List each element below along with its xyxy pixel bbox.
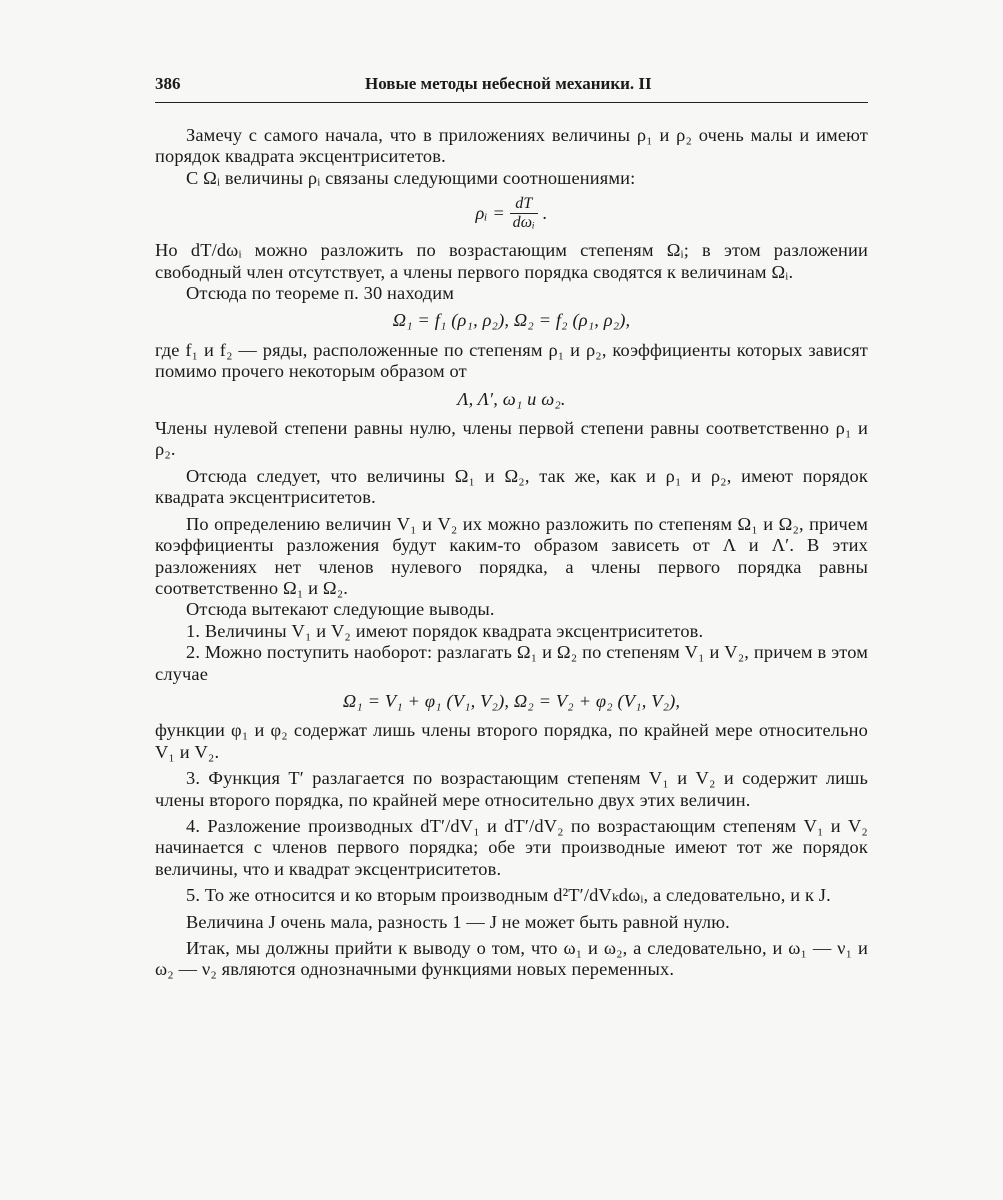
list-item: 5. То же относится и ко вторым производным d²T′/dVₖdωᵢ, а следовательно, и к J. [186,885,831,906]
fraction-numerator: dT [510,195,538,214]
fraction [510,195,538,232]
paragraph: Отсюда вытекают следующие выводы. [186,599,495,620]
book-page [155,74,868,981]
formula-tail: . [542,203,548,224]
paragraph: Но dT/dωᵢ можно разложить по возрастающим степеням Ωᵢ; в этом разложении свободный член отсутствует, а члены первого порядка сводятся к величинам Ωᵢ. [155,240,868,282]
list-item: 1. Величины V₁ и V₂ имеют порядок квадрата эксцентриситетов. [186,620,704,641]
running-header [155,74,868,103]
paragraph: По определению величин V₁ и V₂ их можно разложить по степеням Ω₁ и Ω₂, причем коэффициенты разложения будут каким-то образом зависеть от Λ и Λ′. В этих разложениях нет членов нулевого порядка, а члены первого порядка равны соответственно Ω₁ и Ω₂. [155,513,868,598]
formula-rho [155,195,868,232]
list-item: 3. Функция T′ разлагается по возрастающим степеням V₁ и V₂ и содержит лишь члены второго порядка, по крайней мере относительно двух этих величин. [155,768,868,810]
list-item: 4. Разложение производных dT′/dV₁ и dT′/dV₂ по возрастающим степеням V₁ и V₂ начинается с членов первого порядка; обе эти производные имеют тот же порядок величины, что и квадрат эксцентриситетов. [155,815,868,879]
page-number: 386 [155,74,181,93]
fraction-denominator: dωᵢ [512,214,535,232]
formula-lhs: ρᵢ = [475,203,505,224]
page-body [155,125,868,981]
paragraph: Члены нулевой степени равны нулю, члены первой степени равны соответственно ρ₁ и ρ₂. [155,418,868,460]
paragraph: Итак, мы должны прийти к выводу о том, что ω₁ и ω₂, а следовательно, и ω₁ — ν₁ и ω₂ — ν₂ являются однозначными функциями новых переменных. [155,938,868,980]
paragraph: С Ωᵢ величины ρᵢ связаны следующими соотношениями: [186,167,636,188]
formula-omega-f: Ω₁ = f₁ (ρ₁, ρ₂), Ω₂ = f₂ (ρ₁, ρ₂), [392,310,631,331]
paragraph: где f₁ и f₂ — ряды, расположенные по степеням ρ₁ и ρ₂, коэффициенты которых зависят помимо прочего некоторым образом от [155,339,868,382]
paragraph: Отсюда следует, что величины Ω₁ и Ω₂, так же, как и ρ₁ и ρ₂, имеют порядок квадрата эксцентриситетов. [155,465,868,508]
list-item: 2. Можно поступить наоборот: разлагать Ω₁ и Ω₂ по степеням V₁ и V₂, причем в этом случае [155,642,868,684]
paragraph: Отсюда по теореме п. 30 находим [186,283,455,304]
paragraph: Величина J очень мала, разность 1 — J не может быть равной нулю. [186,911,730,932]
paragraph: Замечу с самого начала, что в приложениях величины ρ₁ и ρ₂ очень малы и имеют порядок квадрата эксцентриситетов. [155,125,868,167]
formula-omega-v: Ω₁ = V₁ + φ₁ (V₁, V₂), Ω₂ = V₂ + φ₂ (V₁, V₂), [342,690,681,711]
paragraph: функции φ₁ и φ₂ содержат лишь члены второго порядка, по крайней мере относительно V₁ и V₂. [155,720,868,762]
formula-lambda: Λ, Λ′, ω₁ и ω₂. [457,388,566,409]
running-title: Новые методы небесной механики. II [365,74,652,93]
